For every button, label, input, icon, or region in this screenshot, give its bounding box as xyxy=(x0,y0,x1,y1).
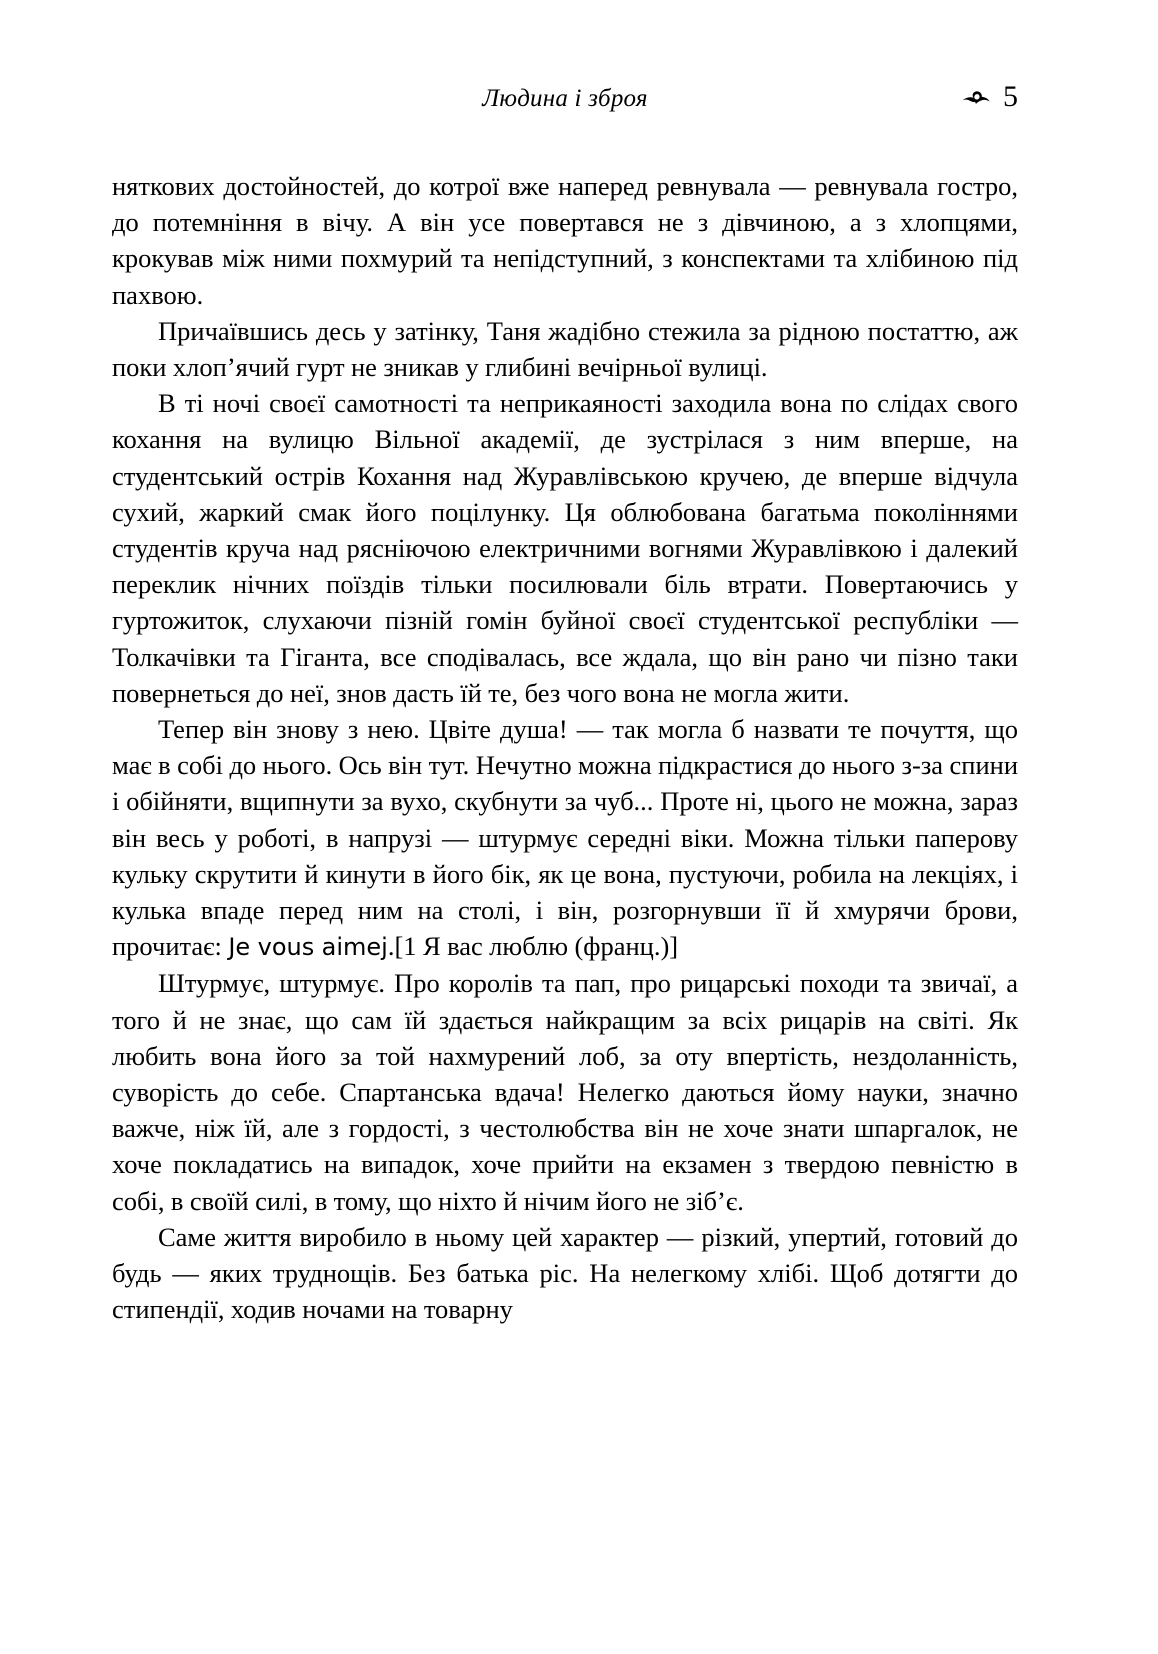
page-number: 5 xyxy=(1003,80,1018,113)
paragraph-2: Причаївшись десь у затінку, Таня жадібно стежила за рідною постаттю, аж поки хлоп’ячий гурт не зникав у глибині вечірньої вулиці. xyxy=(112,315,1018,383)
paragraph-4-footnote-gloss: .[1 Я вас люблю (франц.)] xyxy=(387,931,679,962)
paragraph-6: Саме життя виробило в ньому цей характер — різкий, упертий, готовий до будь — яких труднощів. Без батька ріс. На нелегкому хлібі. Щоб дотягти до стипендії, ходив ночами на товарну xyxy=(112,1221,1018,1325)
fleuron-ornament xyxy=(961,85,991,111)
paragraph-4-text-before-foreign: Тепер він знову з нею. Цвіте душа! — так могла б назвати те почуття, що має в собі до нього. Ось він тут. Нечутно можна підкрастися до нього з-за спини і обійняти, вщипнути за вухо, скубнути за чуб... Проте ні, цього не можна, зараз він весь у роботі, в напрузі — штурмує середні віки. Можна тільки паперову кульку скрутити й кинути в його бік, як це вона, пустуючи, робила на лекціях, і кулька впаде перед ним на столі, і він, розгорнувши її й хмурячи брови, прочитає: xyxy=(112,714,1018,962)
body-text-block xyxy=(112,168,1018,1328)
paragraph-4 xyxy=(112,711,1018,965)
paragraph-1: няткових достойностей, до котрої вже наперед ревнувала — ревнувала гостро, до потемніння в вічу. А він усе повертався не з дівчиною, а з хлопцями, крокував між ними похмурий та непідступний, з конспектами та хлібиною під пахвою. xyxy=(112,171,1018,310)
folio xyxy=(961,80,1018,114)
running-head-title: Людина і зброя xyxy=(482,85,648,112)
paragraph-5: Штурмує, штурмує. Про королів та пап, про рицарські походи та звичаї, а того й не знає, що сам їй здається найкращим за всіх рицарів на світі. Як любить вона його за той нахмурений лоб, за оту впертість, нездоланність, суворість до себе. Спартанська вдача! Нелегко даються йому науки, значно важче, ніж їй, але з гордості, з честолюбства він не хоче знати шпаргалок, не хоче покладатись на випадок, хоче прийти на екзамен з твердою певністю в собі, в своїй силі, в тому, що ніхто й нічим його не зіб’є. xyxy=(112,968,1018,1216)
foreign-phrase-french: Je vous aimej xyxy=(228,933,388,962)
paragraph-3: В ті ночі своєї самотності та неприкаяності заходила вона по слідах свого кохання на вулицю Вільної академії, де зустрілася з ним вперше, на студентський острів Кохання над Журавлівською кручею, де вперше відчула сухий, жаркий смак його поцілунку. Ця облюбована багатьма поколіннями студентів круча над рясніючою електричними вогнями Журавлівкою і далекий переклик нічних поїздів тільки посилювали біль втрати. Повертаючись у гуртожиток, слухаючи пізній гомін буйної своєї студентської республіки — Толкачівки та Гіганта, все сподівалась, все ждала, що він рано чи пізно таки повернеться до неї, знов дасть їй те, без чого вона не могла жити. xyxy=(112,388,1018,708)
running-head xyxy=(112,80,1018,120)
